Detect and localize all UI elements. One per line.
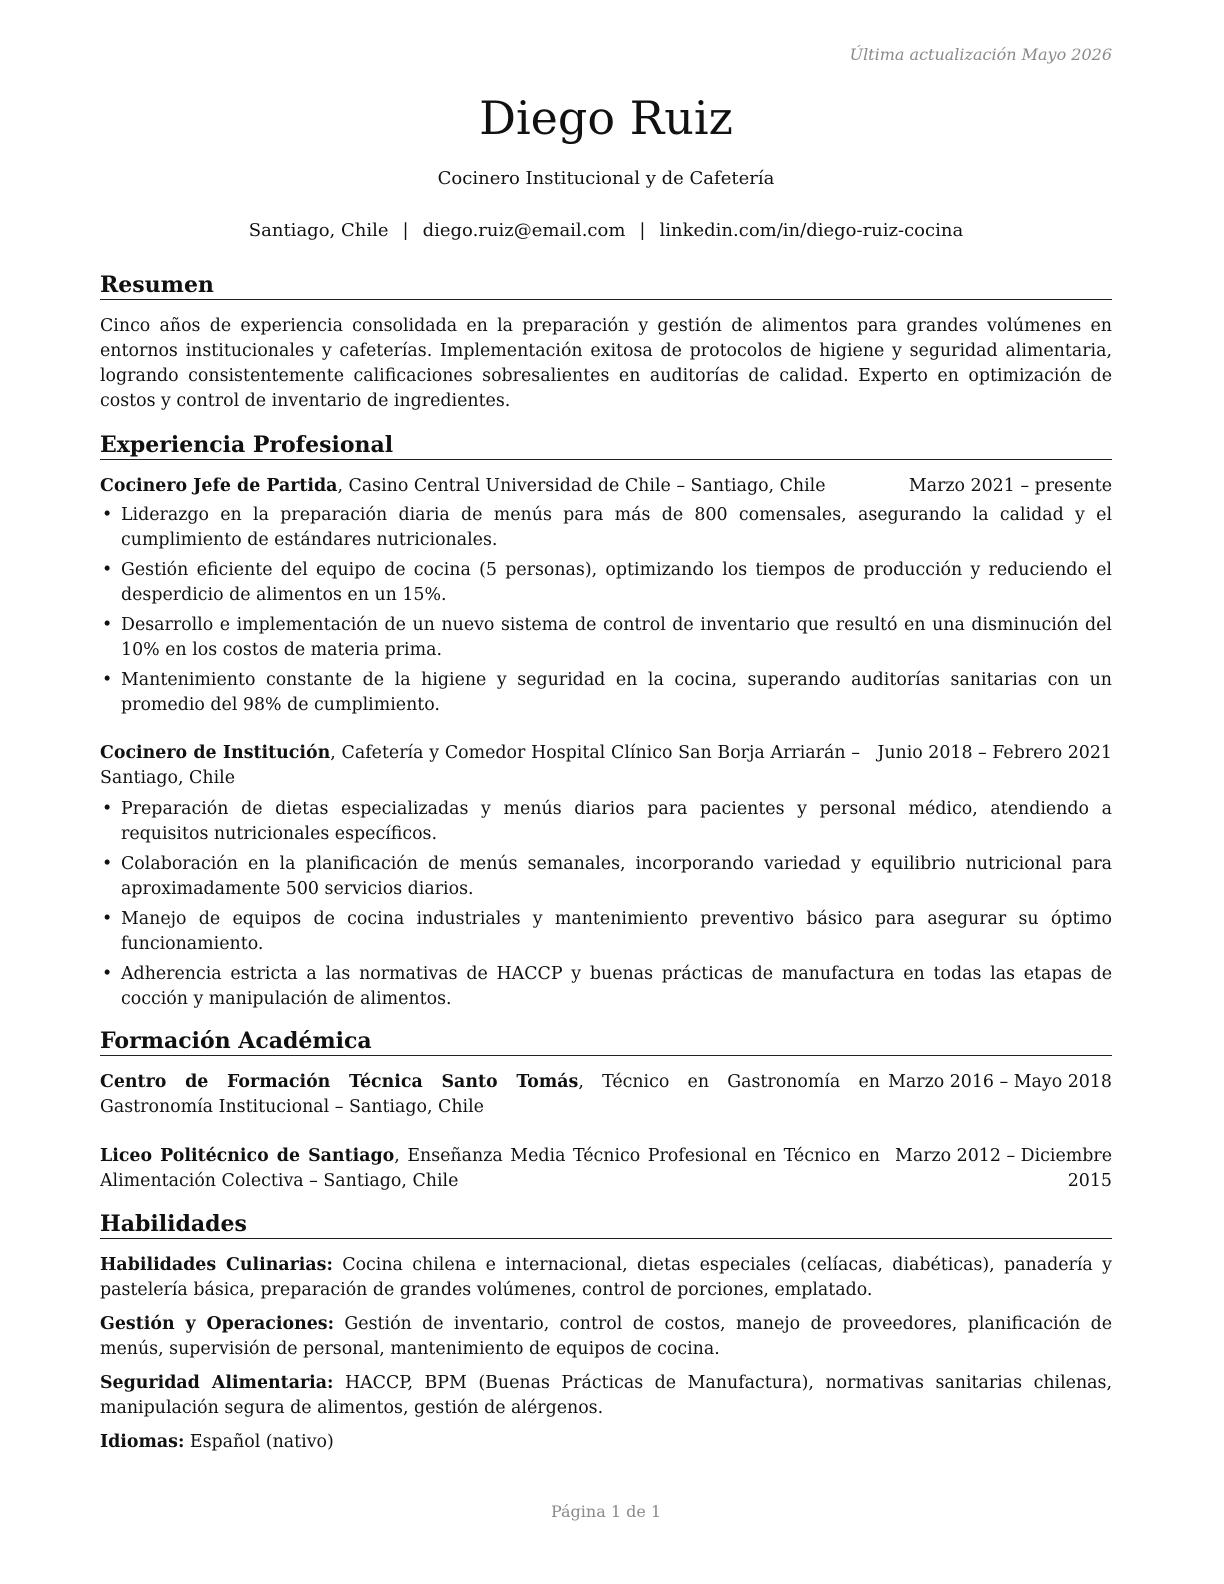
skill-label: Gestión y Operaciones:	[100, 1314, 335, 1334]
section-heading-education: Formación Académica	[100, 1027, 1112, 1056]
section-heading-skills: Habilidades	[100, 1210, 1112, 1239]
skill-label: Seguridad Alimentaria:	[100, 1373, 334, 1393]
job-place: , Cafetería y Comedor Hospital Clínico San Borja Arriarán – Santiago, Chile	[100, 743, 860, 788]
job-dates: Junio 2018 – Febrero 2021	[877, 743, 1112, 763]
list-item: • Liderazgo en la preparación diaria de menús para más de 800 comensales, asegurando la calidad y el cumplimiento de estándares nutricionales.	[102, 505, 1112, 550]
separator: |	[639, 220, 646, 241]
candidate-name: Diego Ruiz	[479, 91, 733, 145]
skill-item	[100, 1371, 1112, 1421]
job-role: Cocinero de Institución	[100, 743, 331, 763]
separator: |	[402, 220, 409, 241]
skill-item	[100, 1253, 1112, 1303]
education-item	[100, 1070, 1112, 1120]
list-item: • Preparación de dietas especializadas y menús diarios para pacientes y personal médico, atendiendo a requisitos nutricionales específicos.	[102, 799, 1112, 844]
education-dates: Marzo 2012 – Diciembre 2015	[895, 1146, 1112, 1191]
skill-item	[100, 1430, 1112, 1455]
list-item: • Desarrollo e implementación de un nuevo sistema de control de inventario que resultó en una disminución del 10% en los costos de materia prima.	[102, 615, 1112, 660]
skill-text: Cocina chilena e internacional, dietas especiales (celíacas, diabéticas), panadería y pastelería básica, preparación de grandes volúmenes, control de porciones, emplatado.	[100, 1255, 1112, 1300]
list-item: • Manejo de equipos de cocina industriales y mantenimiento preventivo básico para asegurar su óptimo funcionamiento.	[102, 909, 1112, 954]
job-header	[100, 741, 1112, 791]
summary-text: Cinco años de experiencia consolidada en la preparación y gestión de alimentos para grandes volúmenes en entornos institucionales y cafeterías. Implementación exitosa de protocolos de higiene y seguridad alimentaria, logrando consistentemente calificaciones sobresalientes en auditorías de calidad. Experto en optimización de costos y control de inventario de ingredientes.	[100, 316, 1112, 411]
location: Santiago, Chile	[248, 220, 389, 241]
job-bullets	[100, 503, 1112, 723]
job-bullets	[100, 797, 1112, 1017]
contact-line	[100, 220, 1112, 241]
school-name: Liceo Politécnico de Santiago	[100, 1146, 395, 1166]
skill-text: Español (nativo)	[184, 1432, 334, 1452]
job-header	[100, 474, 1112, 499]
linkedin-link[interactable]: linkedin.com/in/diego-ruiz-cocina	[659, 220, 964, 241]
list-item: • Adherencia estricta a las normativas de HACCP y buenas prácticas de manufactura en todas las etapas de cocción y manipulación de alimentos.	[102, 964, 1112, 1009]
last-updated: Última actualización Mayo 2026	[849, 45, 1112, 64]
list-item: • Gestión eficiente del equipo de cocina (5 personas), optimizando los tiempos de producción y reduciendo el desperdicio de alimentos en un 15%.	[102, 560, 1112, 605]
list-item: • Mantenimiento constante de la higiene y seguridad en la cocina, superando auditorías sanitarias con un promedio del 98% de cumplimiento.	[102, 670, 1112, 715]
school-name: Centro de Formación Técnica Santo Tomás	[100, 1072, 579, 1092]
job-dates: Marzo 2021 – presente	[905, 474, 1112, 499]
email-link[interactable]: diego.ruiz@email.com	[422, 220, 626, 241]
section-heading-experience: Experiencia Profesional	[100, 431, 1112, 460]
skill-text: Gestión de inventario, control de costos, manejo de proveedores, planificación de menús, supervisión de personal, mantenimiento de equipos de cocina.	[100, 1314, 1112, 1359]
job-place: , Casino Central Universidad de Chile – Santiago, Chile	[337, 476, 826, 496]
skill-text: HACCP, BPM (Buenas Prácticas de Manufactura), normativas sanitarias chilenas, manipulación segura de alimentos, gestión de alérgenos.	[100, 1373, 1112, 1418]
skill-label: Idiomas:	[100, 1432, 185, 1452]
candidate-title: Cocinero Institucional y de Cafetería	[437, 168, 775, 189]
skill-item	[100, 1312, 1112, 1362]
section-heading-summary: Resumen	[100, 271, 1112, 300]
resume-page	[100, 0, 1112, 1584]
education-dates: Marzo 2016 – Mayo 2018	[888, 1072, 1112, 1092]
page-number: Página 1 de 1	[550, 1502, 662, 1521]
list-item: • Colaboración en la planificación de menús semanales, incorporando variedad y equilibrio nutricional para aproximadamente 500 servicios diarios.	[102, 854, 1112, 899]
education-item	[100, 1144, 1112, 1194]
degree: , Enseñanza Media Técnico Profesional en Técnico en Alimentación Colectiva – Santiago, Chile	[100, 1146, 880, 1191]
job-role: Cocinero Jefe de Partida	[100, 476, 338, 496]
degree: , Técnico en Gastronomía en Gastronomía Institucional – Santiago, Chile	[100, 1072, 880, 1117]
skill-label: Habilidades Culinarias:	[100, 1255, 333, 1275]
